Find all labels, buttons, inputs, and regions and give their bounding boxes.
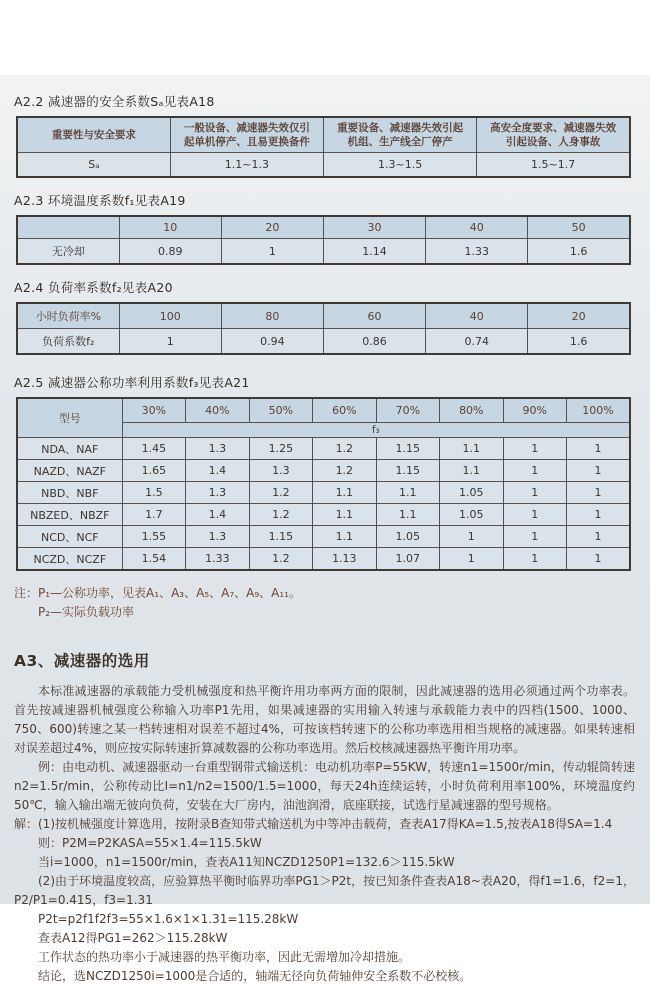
paragraph-selection-rules: 本标准减速器的承载能力受机械强度和热平衡许用功率两方面的限制，因此减速器的选用必须通过两个功率表。首先按减速器机械强度公称输入功率P1先用，如果减速器的实用输入转速与承载能力表中的四档(1500、1000、750、600)转速之某一档转速相对误差不超过4%，可按该档转速下的公称功率选用相当规格的减速器。如果转速相对误差超过4%，则应按实际转速折算减数器的公称功率选用。然后校核减速器热平衡许用功率。: [14, 684, 635, 756]
table-a20-header: [17, 303, 630, 329]
table-row: [17, 438, 630, 460]
table-row: [17, 460, 630, 482]
table-cell: 1.1: [376, 482, 439, 504]
table-body: [17, 329, 630, 355]
table-cell: 0.86: [323, 329, 425, 355]
solution-line: 则：P2M=P2KASA=55×1.4=115.5kW: [38, 836, 262, 851]
table-header-row: [17, 303, 630, 329]
table-cell: NBD、NBF: [17, 482, 122, 504]
table-header-cell: [17, 216, 119, 239]
table-cell: 1: [567, 504, 630, 526]
table-cell: NBZED、NBZF: [17, 504, 122, 526]
section-heading-a3: A3、减速器的选用: [14, 652, 150, 671]
table-cell: 1.3: [186, 526, 249, 548]
table-header-row: [17, 117, 630, 153]
table-cell: 1: [119, 329, 221, 355]
note-line-2: P₂—实际负载功率: [38, 605, 135, 620]
table-header-cell: 20: [221, 216, 323, 239]
solution-line: 查表A12得PG1=262＞115.28kW: [38, 931, 228, 946]
table-cell: 1.6: [528, 239, 630, 265]
table-cell: 1: [567, 460, 630, 482]
table-header-cell: 70%: [376, 398, 439, 423]
page-top-margin: [0, 0, 650, 75]
table-row: [17, 504, 630, 526]
table-cell: 无冷却: [17, 239, 119, 265]
table-header-cell: 80%: [440, 398, 503, 423]
table-a19-temperature-factor: [16, 215, 631, 265]
section-heading-a25: A2.5 减速器公称功率利用系数f₃见表A21: [14, 375, 250, 391]
table-cell: 1.15: [376, 438, 439, 460]
table-cell: 1.3: [186, 482, 249, 504]
table-header-cell: 40: [426, 303, 528, 329]
table-cell: 1.55: [122, 526, 185, 548]
table-cell: 1.33: [186, 548, 249, 571]
table-cell: NCD、NCF: [17, 526, 122, 548]
table-cell: 1.14: [323, 239, 425, 265]
table-header-cell: 100: [119, 303, 221, 329]
document-page: [0, 75, 650, 984]
table-cell: 1.25: [249, 438, 312, 460]
table-row: [17, 329, 630, 355]
table-cell: 1: [567, 482, 630, 504]
solution-line: 结论，选NCZD1250i=1000是合适的，轴端无径向负荷轴伸安全系数不必校核。: [38, 969, 472, 984]
table-cell: 1.1: [440, 460, 503, 482]
table-cell: 1.2: [249, 548, 312, 571]
table-cell: 1.2: [313, 460, 376, 482]
table-cell: NCZD、NCZF: [17, 548, 122, 571]
table-cell: 1.1: [440, 438, 503, 460]
table-header-cell: 60: [323, 303, 425, 329]
table-cell: 1.1: [313, 482, 376, 504]
table-cell: 1: [503, 438, 566, 460]
table-a20-load-factor: [16, 302, 631, 355]
table-cell: 1.2: [249, 504, 312, 526]
table-a18-header: [17, 117, 630, 153]
table-a18-safety-factor: [16, 116, 631, 178]
table-row: [17, 526, 630, 548]
table-subheader-cell-f3: f₃: [122, 423, 630, 438]
table-row: [17, 239, 630, 265]
table-a21-header: [17, 398, 630, 438]
table-header-cell: 100%: [567, 398, 630, 423]
table-cell: NAZD、NAZF: [17, 460, 122, 482]
table-cell: 1.6: [528, 329, 630, 355]
table-cell: NDA、NAF: [17, 438, 122, 460]
table-cell: 1.2: [313, 438, 376, 460]
table-header-cell: 重要设备、减速器失效引起机组、生产线全厂停产: [324, 117, 477, 153]
section-heading-a23: A2.3 环境温度系数f₁见表A19: [14, 193, 186, 209]
table-cell: 1: [503, 460, 566, 482]
table-header-cell: 一般设备、减速器失效仅引起单机停产、且易更换备件: [170, 117, 323, 153]
solution-line: 解：(1)按机械强度计算选用，按附录B查知带式输送机为中等冲击载荷，查表A17得KA=1.5,按表A18得SA=1.4: [14, 817, 613, 832]
section-heading-a24: A2.4 负荷率系数f₂见表A20: [14, 280, 173, 296]
table-cell: 1.4: [186, 504, 249, 526]
table-cell: 1.05: [376, 526, 439, 548]
table-notes: [14, 584, 650, 622]
table-header-row: [17, 216, 630, 239]
table-header-cell: 20: [528, 303, 630, 329]
section-heading-a22: A2.2 减速器的安全系数Sₐ见表A18: [14, 94, 215, 109]
table-cell: 0.94: [221, 329, 323, 355]
table-cell: Sₐ: [17, 153, 170, 178]
table-header-cell: 10: [119, 216, 221, 239]
table-cell: 1.45: [122, 438, 185, 460]
table-header-cell: 高安全度要求、减速器失效引起设备、人身事故: [477, 117, 630, 153]
table-header-cell: 90%: [503, 398, 566, 423]
table-cell: 1.15: [249, 526, 312, 548]
table-header-cell: 40: [426, 216, 528, 239]
table-body: [17, 153, 630, 178]
table-cell: 1.54: [122, 548, 185, 571]
table-cell: 1.33: [426, 239, 528, 265]
table-cell: 1: [440, 548, 503, 571]
table-row: [17, 548, 630, 571]
table-cell: 1.3~1.5: [324, 153, 477, 178]
table-cell: 1: [503, 526, 566, 548]
table-header-row: [17, 398, 630, 423]
solution-line: P2t=p2f1f2f3=55×1.6×1×1.31=115.28kW: [38, 912, 299, 927]
table-cell: 0.74: [426, 329, 528, 355]
table-header-cell-model: 型号: [17, 398, 122, 438]
table-header-cell: 50%: [249, 398, 312, 423]
table-body: [17, 438, 630, 571]
table-cell: 1.65: [122, 460, 185, 482]
table-cell: 1.07: [376, 548, 439, 571]
solution-line: (2)由于环境温度较高，应验算热平衡时临界功率PG1＞P2t，按已知条件查表A18~表A20，得f1=1.6，f2=1，P2/P1=0.415，f3=1.31: [14, 874, 635, 908]
table-a21-power-utilization-factor: [16, 397, 631, 571]
table-a19-header: [17, 216, 630, 239]
table-cell: 1: [567, 438, 630, 460]
note-line-1: 注：P₁—公称功率，见表A₁、A₃、A₅、A₇、A₉、A₁₁。: [14, 586, 301, 601]
solution-line: 工作状态的热功率小于减速器的热平衡功率，因此无需增加冷却措施。: [38, 950, 411, 965]
solution-line: 当i=1000，n1=1500r/min，查表A11知NCZD1250P1=132.6＞115.5kW: [38, 855, 455, 870]
table-body: [17, 239, 630, 265]
table-cell: 1.4: [186, 460, 249, 482]
table-cell: 1.3: [249, 460, 312, 482]
table-cell: 1: [503, 548, 566, 571]
table-header-cell: 80: [221, 303, 323, 329]
table-header-cell: 30: [323, 216, 425, 239]
table-row: [17, 153, 630, 178]
table-cell: 1.5: [122, 482, 185, 504]
table-cell: 1.05: [440, 504, 503, 526]
table-header-cell: 60%: [313, 398, 376, 423]
table-cell: 1: [567, 526, 630, 548]
table-header-cell: 40%: [186, 398, 249, 423]
table-row: [17, 482, 630, 504]
table-cell: 负荷系数f₂: [17, 329, 119, 355]
table-cell: 1.2: [249, 482, 312, 504]
table-cell: 1.1~1.3: [170, 153, 323, 178]
body-text: [14, 682, 635, 986]
table-cell: 1.3: [186, 438, 249, 460]
table-cell: 1: [221, 239, 323, 265]
table-cell: 0.89: [119, 239, 221, 265]
table-cell: 1.15: [376, 460, 439, 482]
table-cell: 1: [440, 526, 503, 548]
table-header-cell: 重要性与安全要求: [17, 117, 170, 153]
table-header-cell: 小时负荷率%: [17, 303, 119, 329]
table-cell: 1.05: [440, 482, 503, 504]
table-cell: 1: [503, 504, 566, 526]
table-header-cell: 50: [528, 216, 630, 239]
table-cell: 1.13: [313, 548, 376, 571]
table-cell: 1.7: [122, 504, 185, 526]
table-cell: 1.1: [313, 526, 376, 548]
table-header-cell: 30%: [122, 398, 185, 423]
table-cell: 1: [503, 482, 566, 504]
table-cell: 1.1: [313, 504, 376, 526]
paragraph-example: 例：由电动机、减速器驱动一台重型钢带式输送机：电动机功率P=55KW，转速n1=1500r/min，传动辊筒转速n2=1.5r/min，公称传动比I=n1/n2=1500/1.5=1000，每天24h连续运转，小时负荷利用率100%，环境温度约50℃，输入输出端无彼向负荷，安装在大厂房内，油池润滑，底座联接，试选行星减速器的型号规格。: [14, 760, 635, 813]
table-cell: 1.1: [376, 504, 439, 526]
table-cell: 1: [567, 548, 630, 571]
table-cell: 1.5~1.7: [477, 153, 630, 178]
